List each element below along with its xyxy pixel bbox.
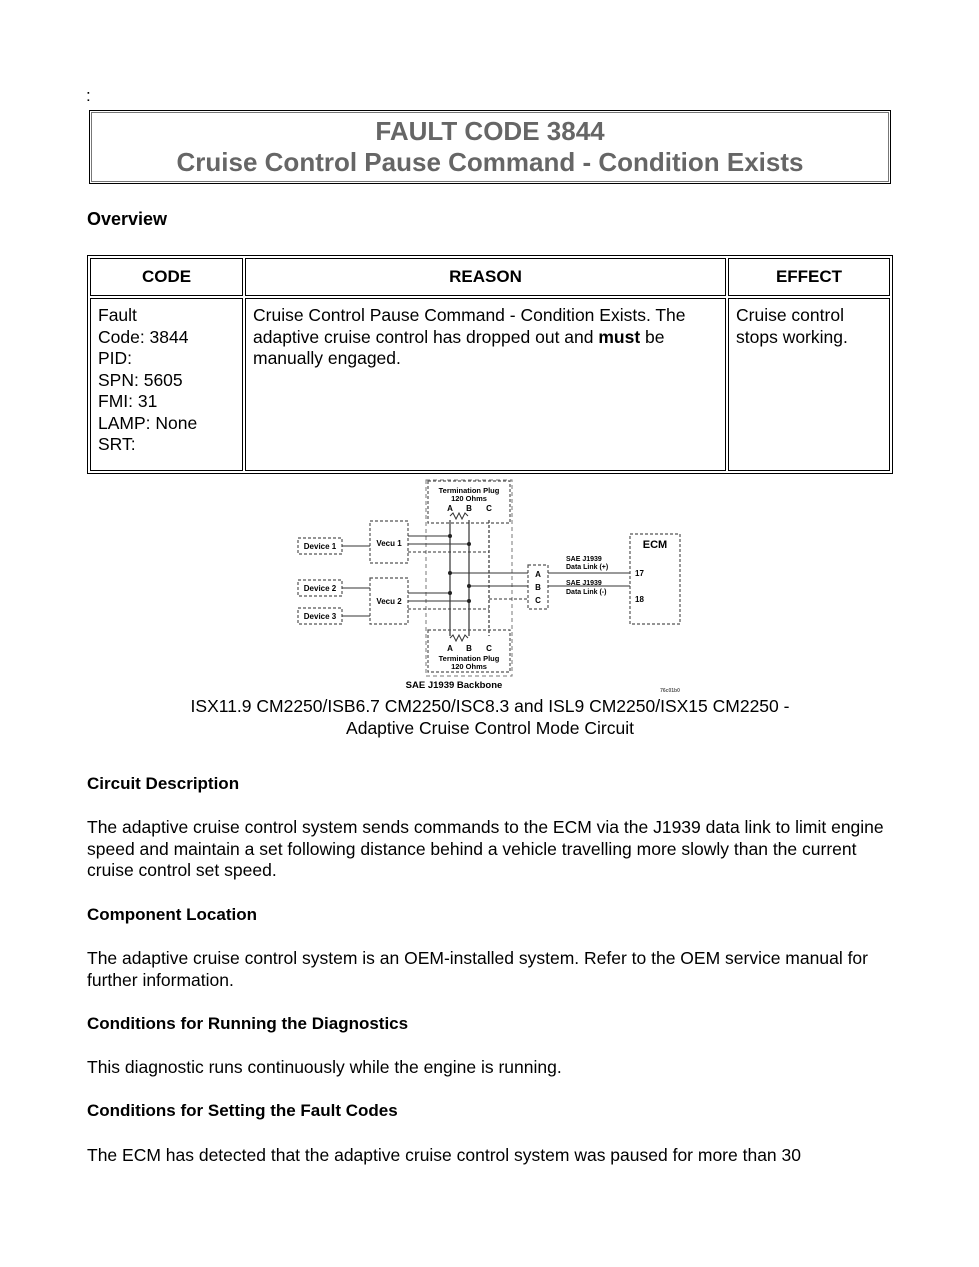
pin-label: A xyxy=(447,504,453,513)
pin-label: C xyxy=(486,644,492,653)
component-location-text: The adaptive cruise control system is an OEM-installed system. Refer to the OEM service manual for further information. xyxy=(87,948,868,990)
circuit-description-heading: Circuit Description xyxy=(87,774,240,793)
pin-label: C xyxy=(486,504,492,513)
data-link-plus-label: SAE J1939 xyxy=(566,556,602,563)
connector-pin-c: C xyxy=(535,596,541,605)
connector-pin-a: A xyxy=(535,570,541,579)
component-location-heading: Component Location xyxy=(87,905,257,924)
resistor-bottom xyxy=(450,635,468,641)
running-conditions-heading: Conditions for Running the Diagnostics xyxy=(87,1014,409,1033)
page-marker: : xyxy=(86,86,91,105)
code-line: FMI: 31 xyxy=(98,391,158,411)
column-header-effect: EFFECT xyxy=(728,258,890,296)
circuit-diagram xyxy=(290,478,690,698)
caption-line-1: ISX11.9 CM2250/ISB6.7 CM2250/ISC8.3 and ISL9 CM2250/ISX15 CM2250 - xyxy=(190,696,790,716)
termination-plug-bottom-ohms: 120 Ohms xyxy=(451,662,487,671)
setting-conditions-heading: Conditions for Setting the Fault Codes xyxy=(87,1101,398,1120)
termination-plug-top-label: Termination Plug xyxy=(438,486,500,495)
table-header-row xyxy=(90,258,890,296)
junction-dot xyxy=(448,571,452,575)
effect-cell: Cruise control stops working. xyxy=(728,298,890,471)
code-line: LAMP: None xyxy=(98,412,198,433)
data-link-plus-label-2: Data Link (+) xyxy=(566,564,609,571)
vecu-2-label: Vecu 2 xyxy=(376,597,402,606)
diagram-caption xyxy=(100,696,880,739)
overview-heading: Overview xyxy=(87,209,168,229)
table-row xyxy=(90,298,890,471)
reason-text: Cruise Control Pause Command - Condition Exists. The adaptive cruise control has dropped out and xyxy=(253,305,686,347)
code-line: SPN: 5605 xyxy=(98,369,183,390)
ecm-pin-18: 18 xyxy=(635,595,644,604)
fault-title-box xyxy=(89,110,891,184)
column-header-reason: REASON xyxy=(245,258,726,296)
code-line: SRT: xyxy=(98,434,136,454)
code-cell xyxy=(90,298,243,471)
connector-pin-b: B xyxy=(535,583,541,592)
junction-dot xyxy=(467,542,471,546)
figure-id: 76c01b0 xyxy=(660,688,680,694)
ecm-label: ECM xyxy=(642,539,668,551)
termination-plug-top-ohms: 120 Ohms xyxy=(451,494,487,503)
vecu-1-label: Vecu 1 xyxy=(376,539,402,548)
code-line: Code: 3844 xyxy=(98,326,189,347)
code-line: Fault xyxy=(98,305,137,325)
pin-label: B xyxy=(466,504,472,513)
junction-dot xyxy=(448,591,452,595)
device-1-label: Device 1 xyxy=(303,542,337,551)
pin-label: A xyxy=(447,644,453,653)
code-line: PID: xyxy=(98,348,133,368)
resistor-top xyxy=(450,513,468,519)
backbone-label: SAE J1939 Backbone xyxy=(405,680,503,691)
data-link-minus-label: SAE J1939 xyxy=(566,580,602,587)
reason-text-end: be manually engaged. xyxy=(253,326,665,368)
device-3-label: Device 3 xyxy=(303,612,337,621)
overview-table xyxy=(87,255,893,474)
fault-code-title: FAULT CODE 3844 xyxy=(375,116,605,146)
reason-cell xyxy=(245,298,726,471)
junction-dot xyxy=(448,534,452,538)
setting-conditions-text: The ECM has detected that the adaptive cruise control system was paused for more than 30 xyxy=(87,1145,801,1165)
ecm-pin-17: 17 xyxy=(635,569,644,578)
junction-dot xyxy=(467,584,471,588)
fault-code-subtitle: Cruise Control Pause Command - Condition Exists xyxy=(176,147,804,177)
junction-dot xyxy=(467,599,471,603)
device-2-label: Device 2 xyxy=(303,584,337,593)
termination-plug-bottom-label: Termination Plug xyxy=(438,654,500,663)
reason-bold-text: must xyxy=(598,326,641,347)
running-conditions-text: This diagnostic runs continuously while the engine is running. xyxy=(87,1057,562,1077)
column-header-code: CODE xyxy=(90,258,243,296)
pin-label: B xyxy=(466,644,472,653)
circuit-description-text: The adaptive cruise control system sends commands to the ECM via the J1939 data link to limit engine speed and maintain a set following distance behind a vehicle travelling more slowly than the current cruise control set speed. xyxy=(87,817,884,880)
data-link-minus-label-2: Data Link (-) xyxy=(566,589,607,596)
caption-line-2: Adaptive Cruise Control Mode Circuit xyxy=(346,717,634,738)
